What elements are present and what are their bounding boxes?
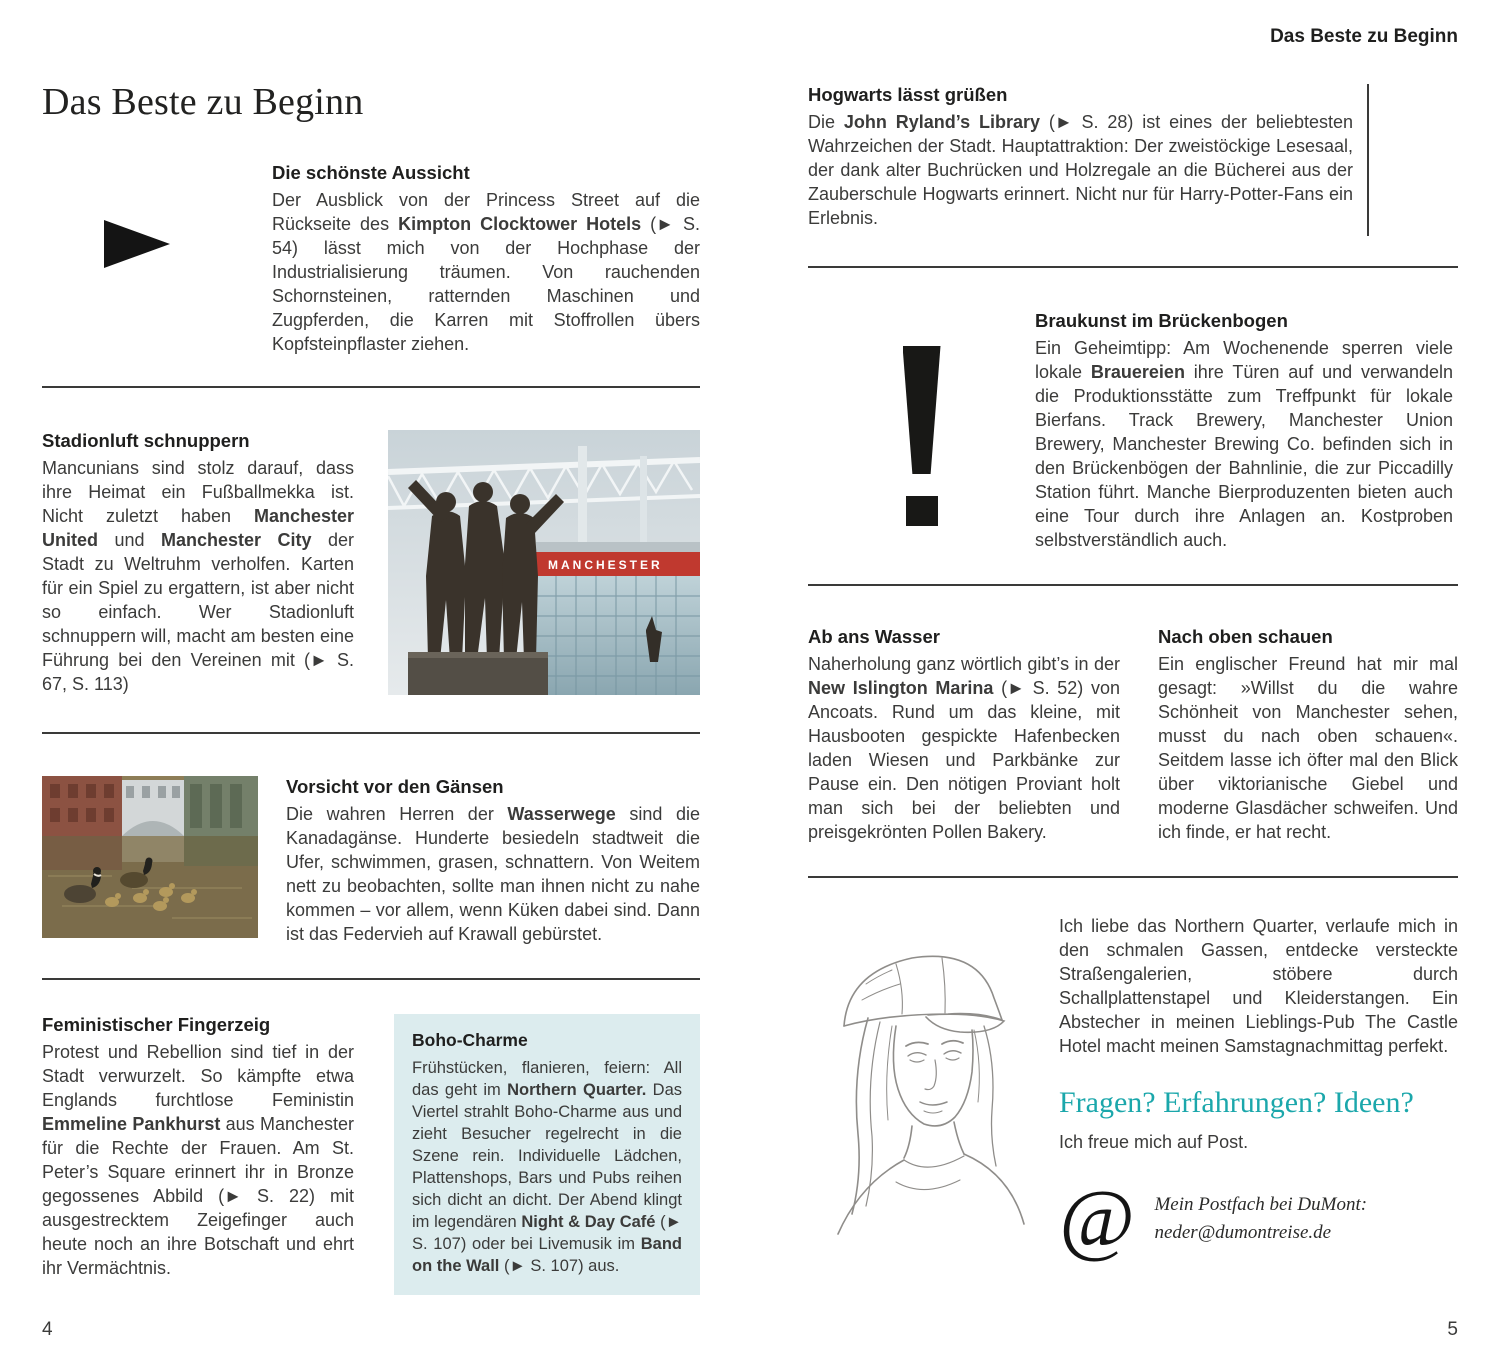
section-body-aussicht: Der Ausblick von der Princess Street auf die Rückseite des Kimpton Clocktower Hotels (► S. 54) lässt mich von der Hochphase der Industrialisierung träumen. Von rauchenden Schornsteinen, ratternden Maschinen und Zugpferden, die Karren mit Stoffrollen übers Kopfsteinpflaster ziehen. (272, 190, 700, 354)
contact-row (1059, 1173, 1458, 1264)
section-body-hogwarts: Die John Ryland’s Library (► S. 28) ist eines der beliebtesten Wahrzeichen der Stadt. Hauptattraktion: Der zweistöckige Lesesaal, der dank alter Buchrücken und Holzregale an die Bücherei aus der Zauberschule Hogwarts erinnert. Nicht nur für Harry-Potter-Fans ein Erlebnis. (808, 112, 1353, 228)
at-sign-icon: @ (1059, 1173, 1135, 1264)
section-body-gaense: Die wahren Herren der Wasserwege sind die Kanadagänse. Hunderte besiedeln stadtweit die Ufer, schwimmen, grasen, schnattern. Von Weitem nett zu beobachten, sollte man ihnen nicht zu nahe kommen – vor allem, wenn Küken dabei sind. Dann ist das Federvieh auf Krawall gebürstet. (286, 804, 700, 944)
stadium-sign-text: MANCHESTER (548, 558, 663, 572)
box-heading-boho: Boho-Charme (412, 1030, 528, 1050)
section-divider (808, 584, 1458, 586)
exclamation-dot (906, 496, 938, 526)
exclamation-bar (903, 346, 941, 474)
section-body-oben: Ein englischer Freund hat mir mal gesagt: »Willst du die wahre Schönheit von Manchester sehen, musst du nach oben schauen«. Seitdem lasse ich öfter mal den Blick über viktorianische Giebel und moderne Glasdächer schweifen. Und ich finde, er hat recht. (1158, 654, 1458, 842)
section-divider (42, 386, 700, 388)
contact-line-2: neder@dumontreise.de (1154, 1221, 1332, 1243)
section-divider (42, 732, 700, 734)
stadium-photo (388, 430, 700, 695)
section-braukunst (808, 310, 1458, 552)
section-two-columns (808, 626, 1458, 844)
exclamation-mark-icon (808, 310, 1035, 526)
section-body-stadion: Mancunians sind stolz darauf, dass ihre Heimat ein Fußballmekka ist. Nicht zuletzt haben Manchester United und Manchester City der Stadt zu Weltruhm verholfen. Karten für ein Spiel zu ergattern, ist aber nicht so einfach. Wer Stadionluft schnuppern will, macht am besten eine Führung bei den Vereinen mit (► S. 67, S. 113) (42, 458, 354, 694)
section-gaense (42, 776, 700, 946)
section-body-feminismus: Protest und Rebellion sind tief in der Stadt verwurzelt. So kämpfte etwa Englands furchtlose Feministin Emmeline Pankhurst aus Manchester für die Rechte der Frauen. Am St. Peter’s Square erinnert ihr in Bronze gegossenes Abbild (► S. 22) mit ausgestrecktem Zeigefinger auch heute noch an ihre Botschaft und ehrt ihr Vermächtnis. (42, 1042, 354, 1278)
arrow-marker-column (42, 162, 272, 268)
author-portrait-sketch (808, 914, 1033, 1254)
section-heading-hogwarts: Hogwarts lässt grüßen (808, 84, 1008, 105)
page-title: Das Beste zu Beginn (42, 81, 364, 123)
page-right (808, 0, 1458, 1357)
right-triangle-icon (104, 220, 170, 268)
section-heading-oben: Nach oben schauen (1158, 626, 1333, 647)
section-body-braukunst: Ein Geheimtipp: Am Wochenende sperren viele lokale Brauereien ihre Türen auf und verwandeln die Produktionsstätte zum Treffpunkt für lokale Bierfans. Track Brewery, Manchester Union Brewery, Manchester Brewing Co. befinden sich in den Brückenbögen der Bahnlinie, die zur Piccadilly Station führt. Manche Bierproduzenten bieten auch eine Tour durch ihre Anlagen an. Kostproben selbstverständlich auch. (1035, 338, 1454, 550)
section-heading-feminismus: Feministischer Fingerzeig (42, 1014, 271, 1035)
section-divider (808, 266, 1458, 268)
section-divider (808, 876, 1458, 878)
section-heading-braukunst: Braukunst im Brückenbogen (1035, 310, 1288, 331)
section-schoenste-aussicht (42, 162, 700, 356)
section-heading-stadion: Stadionluft schnuppern (42, 430, 250, 451)
section-body-personal: Ich liebe das Northern Quarter, verlaufe mich in den schmalen Gassen, entdecke versteckte Straßengalerien, stöbere durch Schallplattenstapel und Kleiderstangen. Ein Abstecher in meinen Lieblings-Pub The Castle Hotel macht meinen Samstagnachmittag perfekt. (1059, 916, 1458, 1056)
section-body-wasser: Naherholung ganz wörtlich gibt’s in der New Islington Marina (► S. 52) von Ancoats. Rund um das kleine, mit Hausbooten gespickte Hafenbecken laden Wiesen und Parkbänke zur Pause ein. Den nötigen Proviant holt man sich bei der beliebten und preisgekrönten Pollen Bakery. (808, 654, 1120, 842)
page-number-right: 5 (1447, 1319, 1458, 1340)
section-stadionluft (42, 430, 700, 696)
fragen-subline: Ich freue mich auf Post. (1059, 1132, 1249, 1152)
section-personal (808, 914, 1458, 1264)
section-heading-wasser: Ab ans Wasser (808, 626, 940, 647)
box-body-boho: Frühstücken, flanieren, feiern: All das geht im Northern Quarter. Das Viertel strahlt Boho-Charme aus und zieht Besucher regelrecht in die Szene rein. Individuelle Lädchen, Plattenshops, Bars und Pubs reihen sich dicht an dicht. Der Abend klingt im legendären Night & Day Café (► S. 107) oder bei Livemusik im Band on the Wall (► S. 107) aus. (412, 1059, 682, 1275)
section-divider (42, 978, 700, 980)
section-hogwarts (808, 84, 1458, 236)
running-header: Das Beste zu Beginn (1270, 26, 1458, 47)
canal-geese-photo (42, 776, 258, 938)
boho-charme-box (394, 1014, 700, 1295)
section-feminismus (42, 1014, 700, 1295)
contact-lines (1154, 1191, 1367, 1246)
contact-line-1: Mein Postfach bei DuMont: (1154, 1194, 1368, 1216)
section-heading-gaense: Vorsicht vor den Gänsen (286, 776, 504, 797)
vertical-rule (1367, 84, 1369, 236)
fragen-heading: Fragen? Erfahrungen? Ideen? (1059, 1086, 1414, 1119)
page-number-left: 4 (42, 1319, 53, 1340)
page-left (42, 0, 700, 1357)
section-heading-aussicht: Die schönste Aussicht (272, 162, 470, 183)
